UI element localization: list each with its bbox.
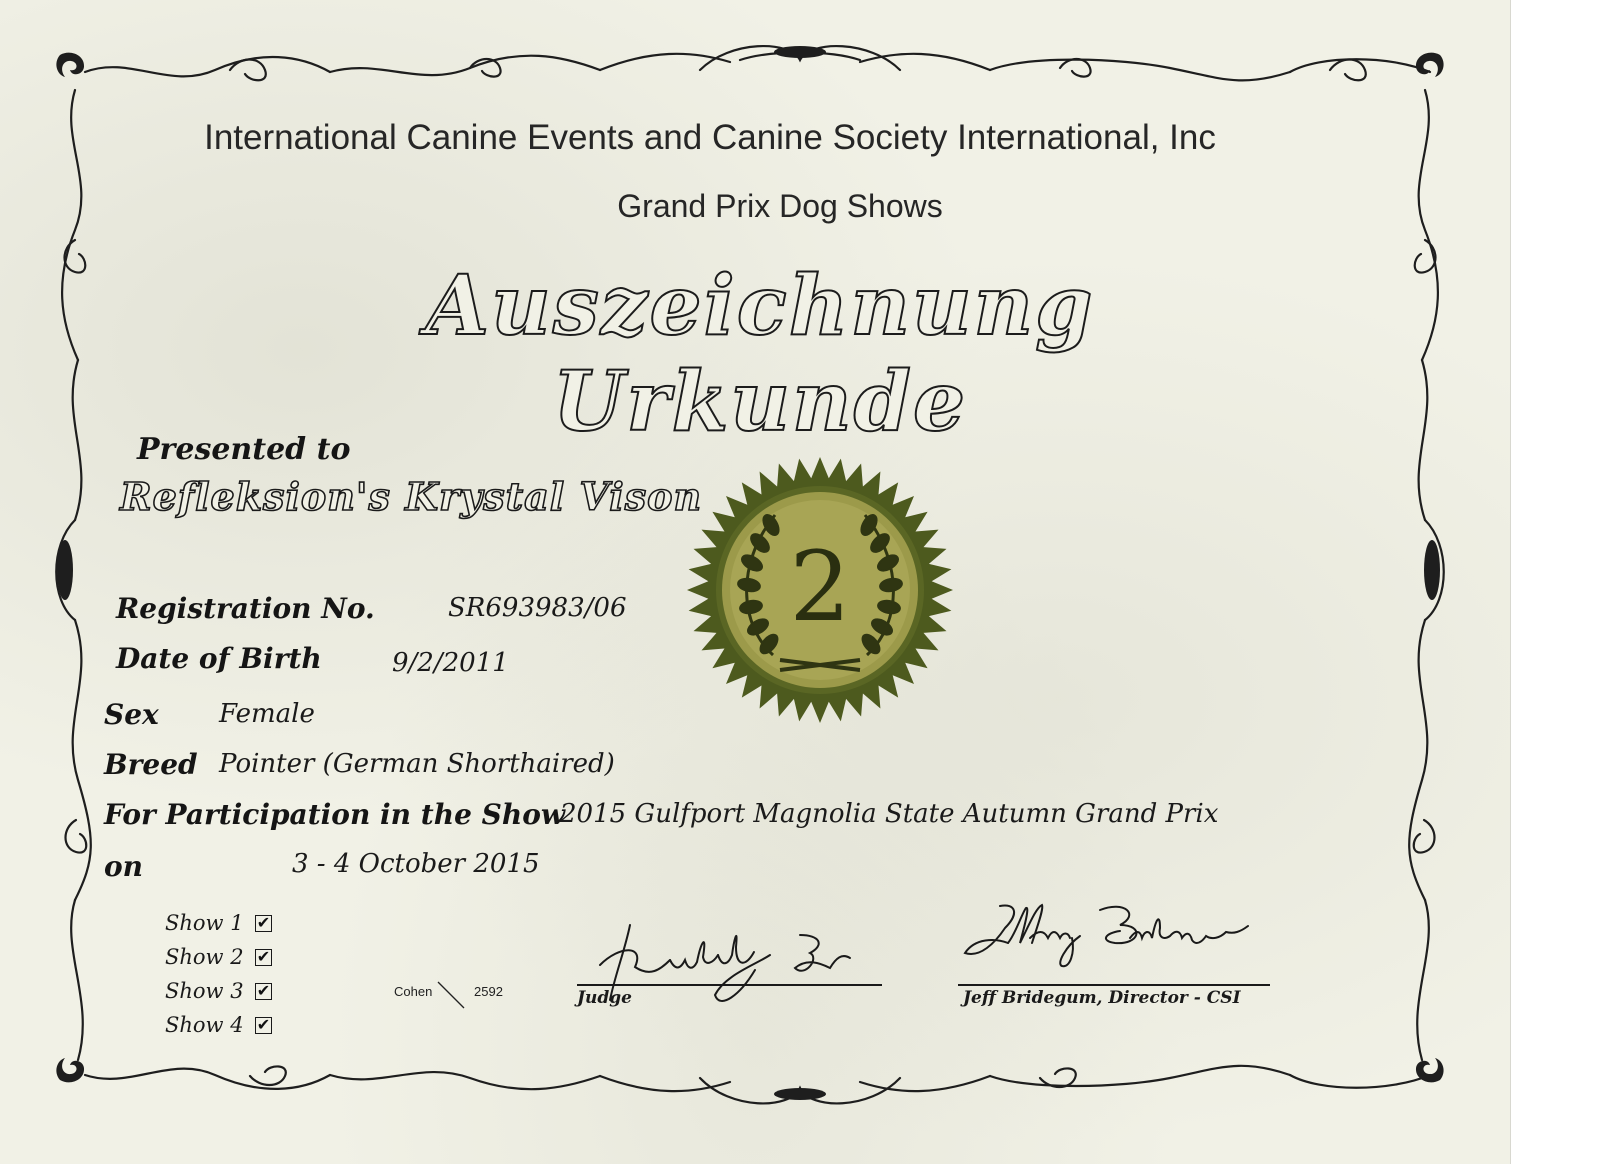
award-seal — [685, 455, 955, 725]
certificate-subtitle: Grand Prix Dog Shows — [617, 188, 943, 224]
checkbox-checked-icon: ✔ — [256, 1015, 271, 1034]
judge-signature — [590, 915, 890, 1010]
show-label: Show 4 — [165, 1013, 244, 1037]
show-checklist — [165, 906, 272, 1042]
show-label: Show 1 — [165, 911, 244, 935]
judge-label: Judge — [577, 988, 632, 1008]
checkbox-checked-icon: ✔ — [256, 947, 271, 966]
show-date-value: 3 - 4 October 2015 — [292, 849, 540, 879]
show-row — [165, 1008, 272, 1042]
seal-number: 2 — [789, 531, 851, 643]
breed-label: Breed — [104, 748, 198, 781]
dob-value: 9/2/2011 — [392, 648, 509, 678]
show-label: Show 2 — [165, 945, 244, 969]
show-name-value: 2015 Gulfport Magnolia State Autumn Grand Prix — [560, 799, 1219, 829]
director-signature — [960, 898, 1260, 978]
judge-code-name: Cohen — [394, 984, 433, 999]
judge-signature-line — [577, 984, 882, 986]
show-row — [165, 974, 272, 1008]
sex-value: Female — [219, 699, 315, 729]
dog-name: Refleksion's Krystal Vison — [120, 474, 703, 519]
dob-label: Date of Birth — [116, 642, 322, 675]
on-label: on — [104, 850, 144, 883]
show-label: Show 3 — [165, 979, 244, 1003]
show-participation-label: For Participation in the Show — [104, 798, 566, 831]
director-signature-line — [958, 984, 1270, 986]
presented-to-label: Presented to — [137, 432, 351, 467]
separator-slash-icon — [434, 980, 468, 1010]
registration-value: SR693983/06 — [448, 593, 627, 623]
certificate-title: Auszeichnung Urkunde — [425, 258, 1095, 450]
scan-margin — [1510, 0, 1600, 1164]
registration-label: Registration No. — [116, 592, 375, 625]
show-row — [165, 906, 272, 940]
organization-name: International Canine Events and Canine Society International, Inc — [204, 118, 1216, 157]
breed-value: Pointer (German Shorthaired) — [219, 749, 615, 779]
judge-code-number: 2592 — [474, 984, 503, 999]
show-row — [165, 940, 272, 974]
checkbox-checked-icon: ✔ — [256, 913, 271, 932]
checkbox-checked-icon: ✔ — [256, 981, 271, 1000]
director-label: Jeff Bridegum, Director - CSI — [963, 988, 1241, 1008]
sex-label: Sex — [104, 698, 159, 731]
